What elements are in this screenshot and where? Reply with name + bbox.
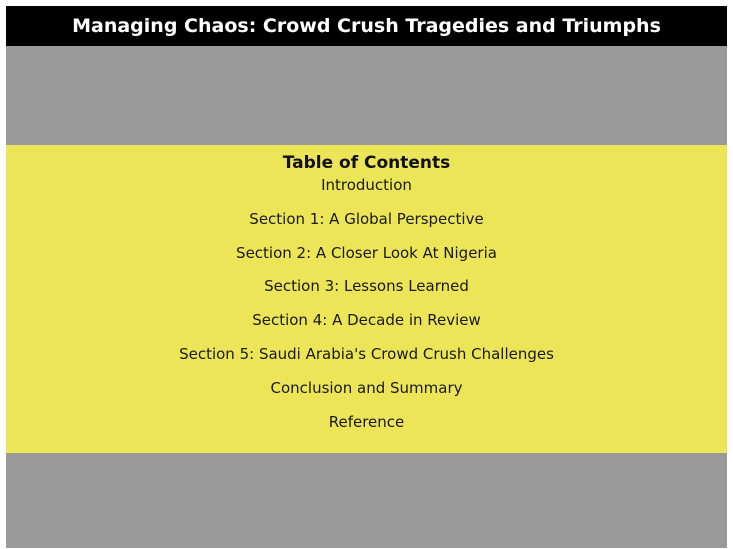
toc-link-section-2[interactable]: Section 2: A Closer Look At Nigeria [236, 243, 497, 262]
toc-item-section-1[interactable] [6, 209, 727, 243]
toc-item-section-2[interactable] [6, 243, 727, 277]
page-frame [6, 6, 727, 548]
toc-item-section-3[interactable] [6, 276, 727, 310]
toc-item-reference[interactable] [6, 412, 727, 446]
toc-link-section-3[interactable]: Section 3: Lessons Learned [264, 277, 469, 296]
toc-link-section-4[interactable]: Section 4: A Decade in Review [252, 311, 481, 330]
toc-item-introduction[interactable] [6, 175, 727, 209]
toc-item-conclusion[interactable] [6, 378, 727, 412]
title-bar [6, 6, 727, 46]
toc-link-introduction[interactable]: Introduction [321, 176, 412, 194]
toc-list [6, 175, 727, 445]
bottom-spacer-panel [6, 453, 727, 548]
toc-item-section-4[interactable] [6, 310, 727, 344]
top-spacer-panel [6, 46, 727, 145]
toc-link-section-1[interactable]: Section 1: A Global Perspective [249, 209, 484, 228]
toc-link-conclusion[interactable]: Conclusion and Summary [270, 378, 463, 397]
table-of-contents [6, 145, 727, 453]
toc-link-section-5[interactable]: Section 5: Saudi Arabia's Crowd Crush Challenges [179, 344, 554, 363]
toc-item-section-5[interactable] [6, 344, 727, 378]
toc-heading: Table of Contents [282, 153, 451, 173]
page-title: Managing Chaos: Crowd Crush Tragedies and Triumphs [72, 15, 661, 37]
toc-link-reference[interactable]: Reference [328, 412, 405, 431]
